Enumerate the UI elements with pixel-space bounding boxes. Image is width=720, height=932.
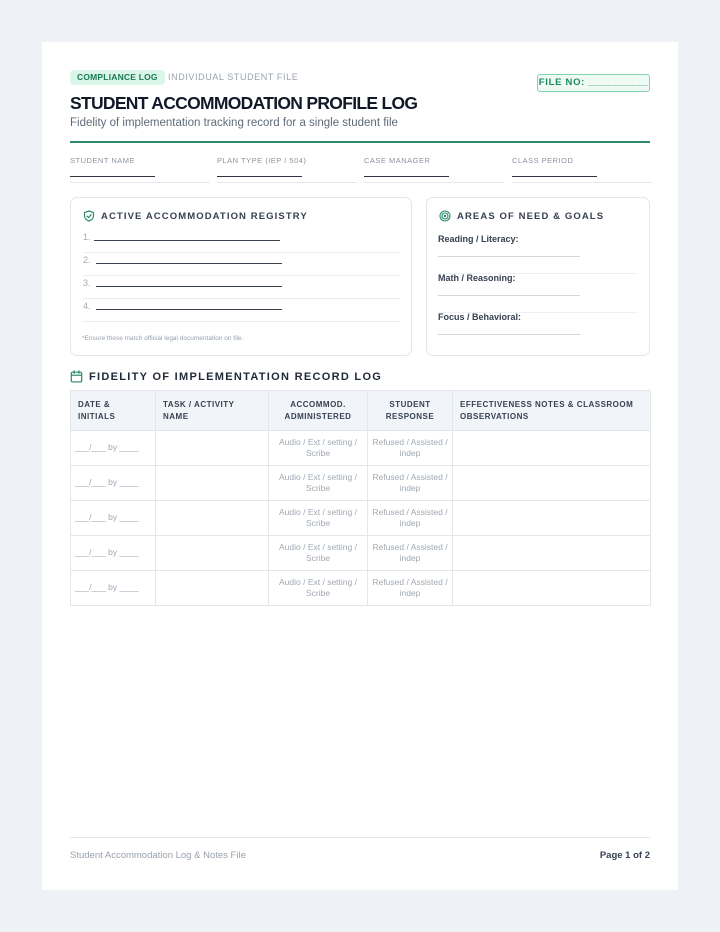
class-period-label: CLASS PERIOD	[512, 156, 574, 165]
class-period-field[interactable]	[512, 156, 652, 183]
document-page	[42, 42, 678, 890]
col-accommod-administered: ACCOMMOD. ADMINISTERED	[269, 391, 368, 431]
date-cell[interactable]: ___/___ by ____	[71, 431, 156, 466]
date-cell[interactable]: ___/___ by ____	[71, 501, 156, 536]
task-cell[interactable]	[156, 501, 269, 536]
accommodation-entry-line[interactable]	[96, 309, 282, 310]
accommod-cell[interactable]: Audio / Ext / setting / Scribe	[269, 501, 368, 536]
response-cell[interactable]: Refused / Assisted / indep	[368, 571, 453, 606]
response-cell[interactable]: Refused / Assisted / indep	[368, 536, 453, 571]
notes-cell[interactable]	[453, 536, 651, 571]
calendar-icon	[70, 370, 83, 383]
goal-label: Math / Reasoning:	[438, 273, 516, 283]
col-student-response: STUDENT RESPONSE	[368, 391, 453, 431]
file-type-label: INDIVIDUAL STUDENT FILE	[168, 72, 299, 82]
task-cell[interactable]	[156, 466, 269, 501]
goal-entry-line[interactable]	[438, 256, 580, 257]
task-cell[interactable]	[156, 431, 269, 466]
shield-icon	[83, 210, 95, 222]
col-date-initials: DATE & INITIALS	[71, 391, 156, 431]
compliance-badge: COMPLIANCE LOG	[70, 70, 165, 85]
plan-type-line[interactable]	[217, 176, 302, 177]
case-manager-label: CASE MANAGER	[364, 156, 431, 165]
page-title: STUDENT ACCOMMODATION PROFILE LOG	[70, 93, 418, 113]
date-cell[interactable]: ___/___ by ____	[71, 536, 156, 571]
table-row	[71, 536, 651, 571]
goal-label: Reading / Literacy:	[438, 234, 519, 244]
accommodation-entry-line[interactable]	[94, 240, 280, 241]
col-task-activity: TASK / ACTIVITY NAME	[156, 391, 269, 431]
col-effectiveness-notes: EFFECTIVENESS NOTES & CLASSROOM OBSERVATIONS	[453, 391, 651, 431]
goals-title: AREAS OF NEED & GOALS	[457, 210, 605, 222]
accommodation-entry-line[interactable]	[96, 263, 282, 264]
goal-reading[interactable]	[438, 234, 638, 274]
footer-divider	[70, 837, 650, 838]
table-row	[71, 501, 651, 536]
header-divider	[70, 141, 650, 143]
target-icon	[439, 210, 451, 222]
accommod-cell[interactable]: Audio / Ext / setting / Scribe	[269, 431, 368, 466]
plan-type-field[interactable]	[217, 156, 357, 183]
date-cell[interactable]: ___/___ by ____	[71, 571, 156, 606]
item-number: 4.	[83, 301, 91, 311]
accommodation-registry-card	[70, 197, 412, 356]
accommod-cell[interactable]: Audio / Ext / setting / Scribe	[269, 536, 368, 571]
case-manager-line[interactable]	[364, 176, 449, 177]
plan-type-label: PLAN TYPE (IEP / 504)	[217, 156, 307, 165]
response-cell[interactable]: Refused / Assisted / indep	[368, 501, 453, 536]
student-name-line[interactable]	[70, 176, 155, 177]
accommodation-item[interactable]	[83, 299, 400, 322]
notes-cell[interactable]	[453, 466, 651, 501]
response-cell[interactable]: Refused / Assisted / indep	[368, 431, 453, 466]
table-row	[71, 466, 651, 501]
class-period-line[interactable]	[512, 176, 597, 177]
table-row	[71, 571, 651, 606]
accommodation-item[interactable]	[83, 276, 400, 299]
notes-cell[interactable]	[453, 431, 651, 466]
registry-title: ACTIVE ACCOMMODATION REGISTRY	[101, 210, 308, 222]
goal-entry-line[interactable]	[438, 334, 580, 335]
implementation-log-table	[70, 390, 651, 606]
page-subtitle: Fidelity of implementation tracking record for a single student file	[70, 117, 398, 129]
task-cell[interactable]	[156, 571, 269, 606]
accommodation-item[interactable]	[83, 253, 400, 276]
accommod-cell[interactable]: Audio / Ext / setting / Scribe	[269, 571, 368, 606]
goal-focus[interactable]	[438, 312, 638, 352]
goal-entry-line[interactable]	[438, 295, 580, 296]
accommod-cell[interactable]: Audio / Ext / setting / Scribe	[269, 466, 368, 501]
file-number-field[interactable]: FILE NO: __________	[537, 74, 650, 92]
date-cell[interactable]: ___/___ by ____	[71, 466, 156, 501]
case-manager-field[interactable]	[364, 156, 504, 183]
accommodation-item[interactable]	[83, 230, 400, 253]
accommodation-entry-line[interactable]	[96, 286, 282, 287]
student-name-label: STUDENT NAME	[70, 156, 136, 165]
footer-page-number: Page 1 of 2	[599, 850, 650, 861]
response-cell[interactable]: Refused / Assisted / indep	[368, 466, 453, 501]
log-section-header	[70, 370, 382, 383]
notes-cell[interactable]	[453, 501, 651, 536]
student-name-field[interactable]	[70, 156, 210, 183]
item-number: 3.	[83, 278, 91, 288]
notes-cell[interactable]	[453, 571, 651, 606]
item-number: 2.	[83, 255, 91, 265]
areas-of-need-card	[426, 197, 650, 356]
item-number: 1.	[83, 232, 91, 242]
goal-label: Focus / Behavioral:	[438, 312, 522, 322]
footer-document-name: Student Accommodation Log & Notes File	[70, 850, 246, 861]
goal-math[interactable]	[438, 273, 638, 313]
table-header-row	[71, 391, 651, 431]
registry-note: *Ensure these match official legal documentation on file.	[82, 335, 244, 342]
log-title: FIDELITY OF IMPLEMENTATION RECORD LOG	[89, 370, 383, 383]
table-row	[71, 431, 651, 466]
task-cell[interactable]	[156, 536, 269, 571]
